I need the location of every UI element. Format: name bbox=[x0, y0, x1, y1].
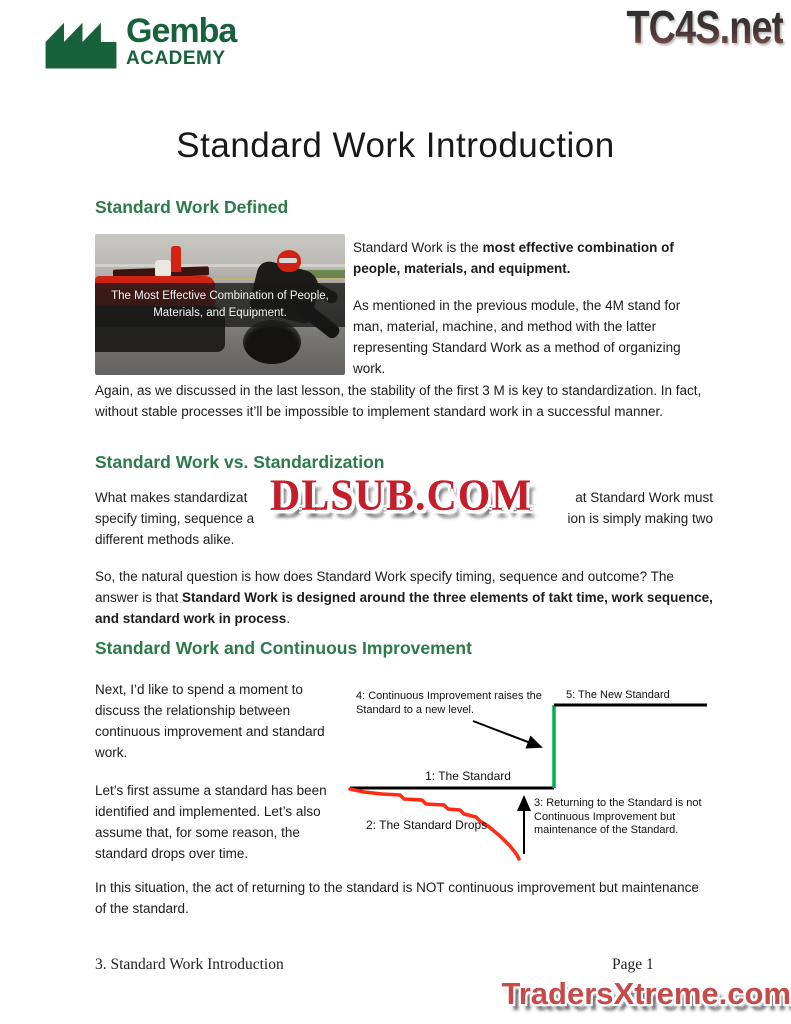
diagram-label-3: 3: Returning to the Standard is not Continuous Improvement but maintenance of the Standard. bbox=[534, 797, 702, 836]
s2-p1-line2-right: ion is simply making two bbox=[567, 511, 713, 526]
s3-paragraph-1: Next, I’d like to spend a moment to discuss the relationship between continuous improvement and standard work. bbox=[95, 682, 325, 760]
s3-paragraph-2: Let’s first assume a standard has been identified and implemented. Let’s also assume that, for some reason, the standard drops over time. bbox=[95, 783, 327, 861]
s1-paragraph-2: As mentioned in the previous module, the 4M stand for man, material, machine, and method with the latter representing Standard Work as a method of organizing work. bbox=[353, 298, 681, 376]
page-title: Standard Work Introduction bbox=[176, 126, 615, 165]
diagram-label-1: 1: The Standard bbox=[425, 769, 511, 783]
track-wall bbox=[95, 264, 345, 267]
s3-left-column bbox=[95, 679, 349, 864]
diagram-label-2: 2: The Standard Drops bbox=[366, 818, 488, 832]
s2-p1-line1-right: at Standard Work must bbox=[575, 490, 713, 505]
diagram-label-4: 4: Continuous Improvement raises the Standard to a new level. bbox=[356, 690, 542, 716]
s2-p1-line2-left: specify timing, sequence a bbox=[95, 511, 255, 526]
image-caption: The Most Effective Combination of People, Materials, and Equipment. bbox=[95, 283, 345, 327]
continuous-improvement-diagram bbox=[348, 685, 710, 870]
logo-academy-label: ACADEMY bbox=[126, 48, 226, 69]
s2-p2-period: . bbox=[286, 611, 291, 626]
heading-standard-work-defined: Standard Work Defined bbox=[95, 197, 289, 217]
s2-p2-bold: Standard Work is designed around the three elements of takt time, work sequence, and standard work in process bbox=[95, 590, 713, 626]
s1-paragraph-3: Again, as we discussed in the last lesson, the stability of the first 3 M is key to standardization. In fact, without stable processes it’ll be impossible to implement standard work in a successful manner. bbox=[95, 383, 702, 419]
s3-paragraph-3: In this situation, the act of returning to the standard is NOT continuous improvement but maintenance of the standard. bbox=[95, 880, 699, 916]
s2-p1-line1-left: What makes standardizat bbox=[95, 490, 248, 505]
s1-paragraph-1 bbox=[353, 237, 707, 279]
s2-p1-line3: different methods alike. bbox=[95, 532, 235, 547]
s2-p2-normal: So, the natural question is how does Standard Work specify timing, sequence and outcome? The answer is that bbox=[95, 569, 674, 605]
gemba-academy-logo bbox=[44, 8, 236, 75]
improvement-arrow bbox=[473, 721, 541, 747]
s1-p1-bold: most effective combination of people, materials, and equipment. bbox=[353, 240, 674, 276]
pitstop-image bbox=[95, 234, 345, 375]
diagram-label-5: 5: The New Standard bbox=[566, 689, 670, 701]
s1-intro-text bbox=[353, 237, 707, 379]
footer-page-number: Page 1 bbox=[612, 956, 654, 973]
heading-standard-work-continuous-improvement: Standard Work and Continuous Improvement bbox=[95, 638, 472, 658]
crew-visor bbox=[279, 258, 297, 263]
logo-text bbox=[126, 14, 236, 69]
watermark-tc4s: TC4S.net bbox=[626, 1, 783, 53]
watermark-tradersxtreme: TradersXtreme.com bbox=[501, 976, 791, 1011]
s1-p1-normal: Standard Work is the bbox=[353, 240, 483, 255]
factory-icon bbox=[44, 8, 118, 75]
watermark-dlsub: DLSUB.COM bbox=[269, 471, 533, 521]
s2-paragraph-2 bbox=[95, 566, 713, 629]
heading-standard-work-vs-standardization: Standard Work vs. Standardization bbox=[95, 452, 385, 472]
footer-document-title: 3. Standard Work Introduction bbox=[95, 956, 284, 973]
logo-gemba-label: Gemba bbox=[126, 12, 237, 50]
race-car-fin bbox=[171, 246, 181, 272]
